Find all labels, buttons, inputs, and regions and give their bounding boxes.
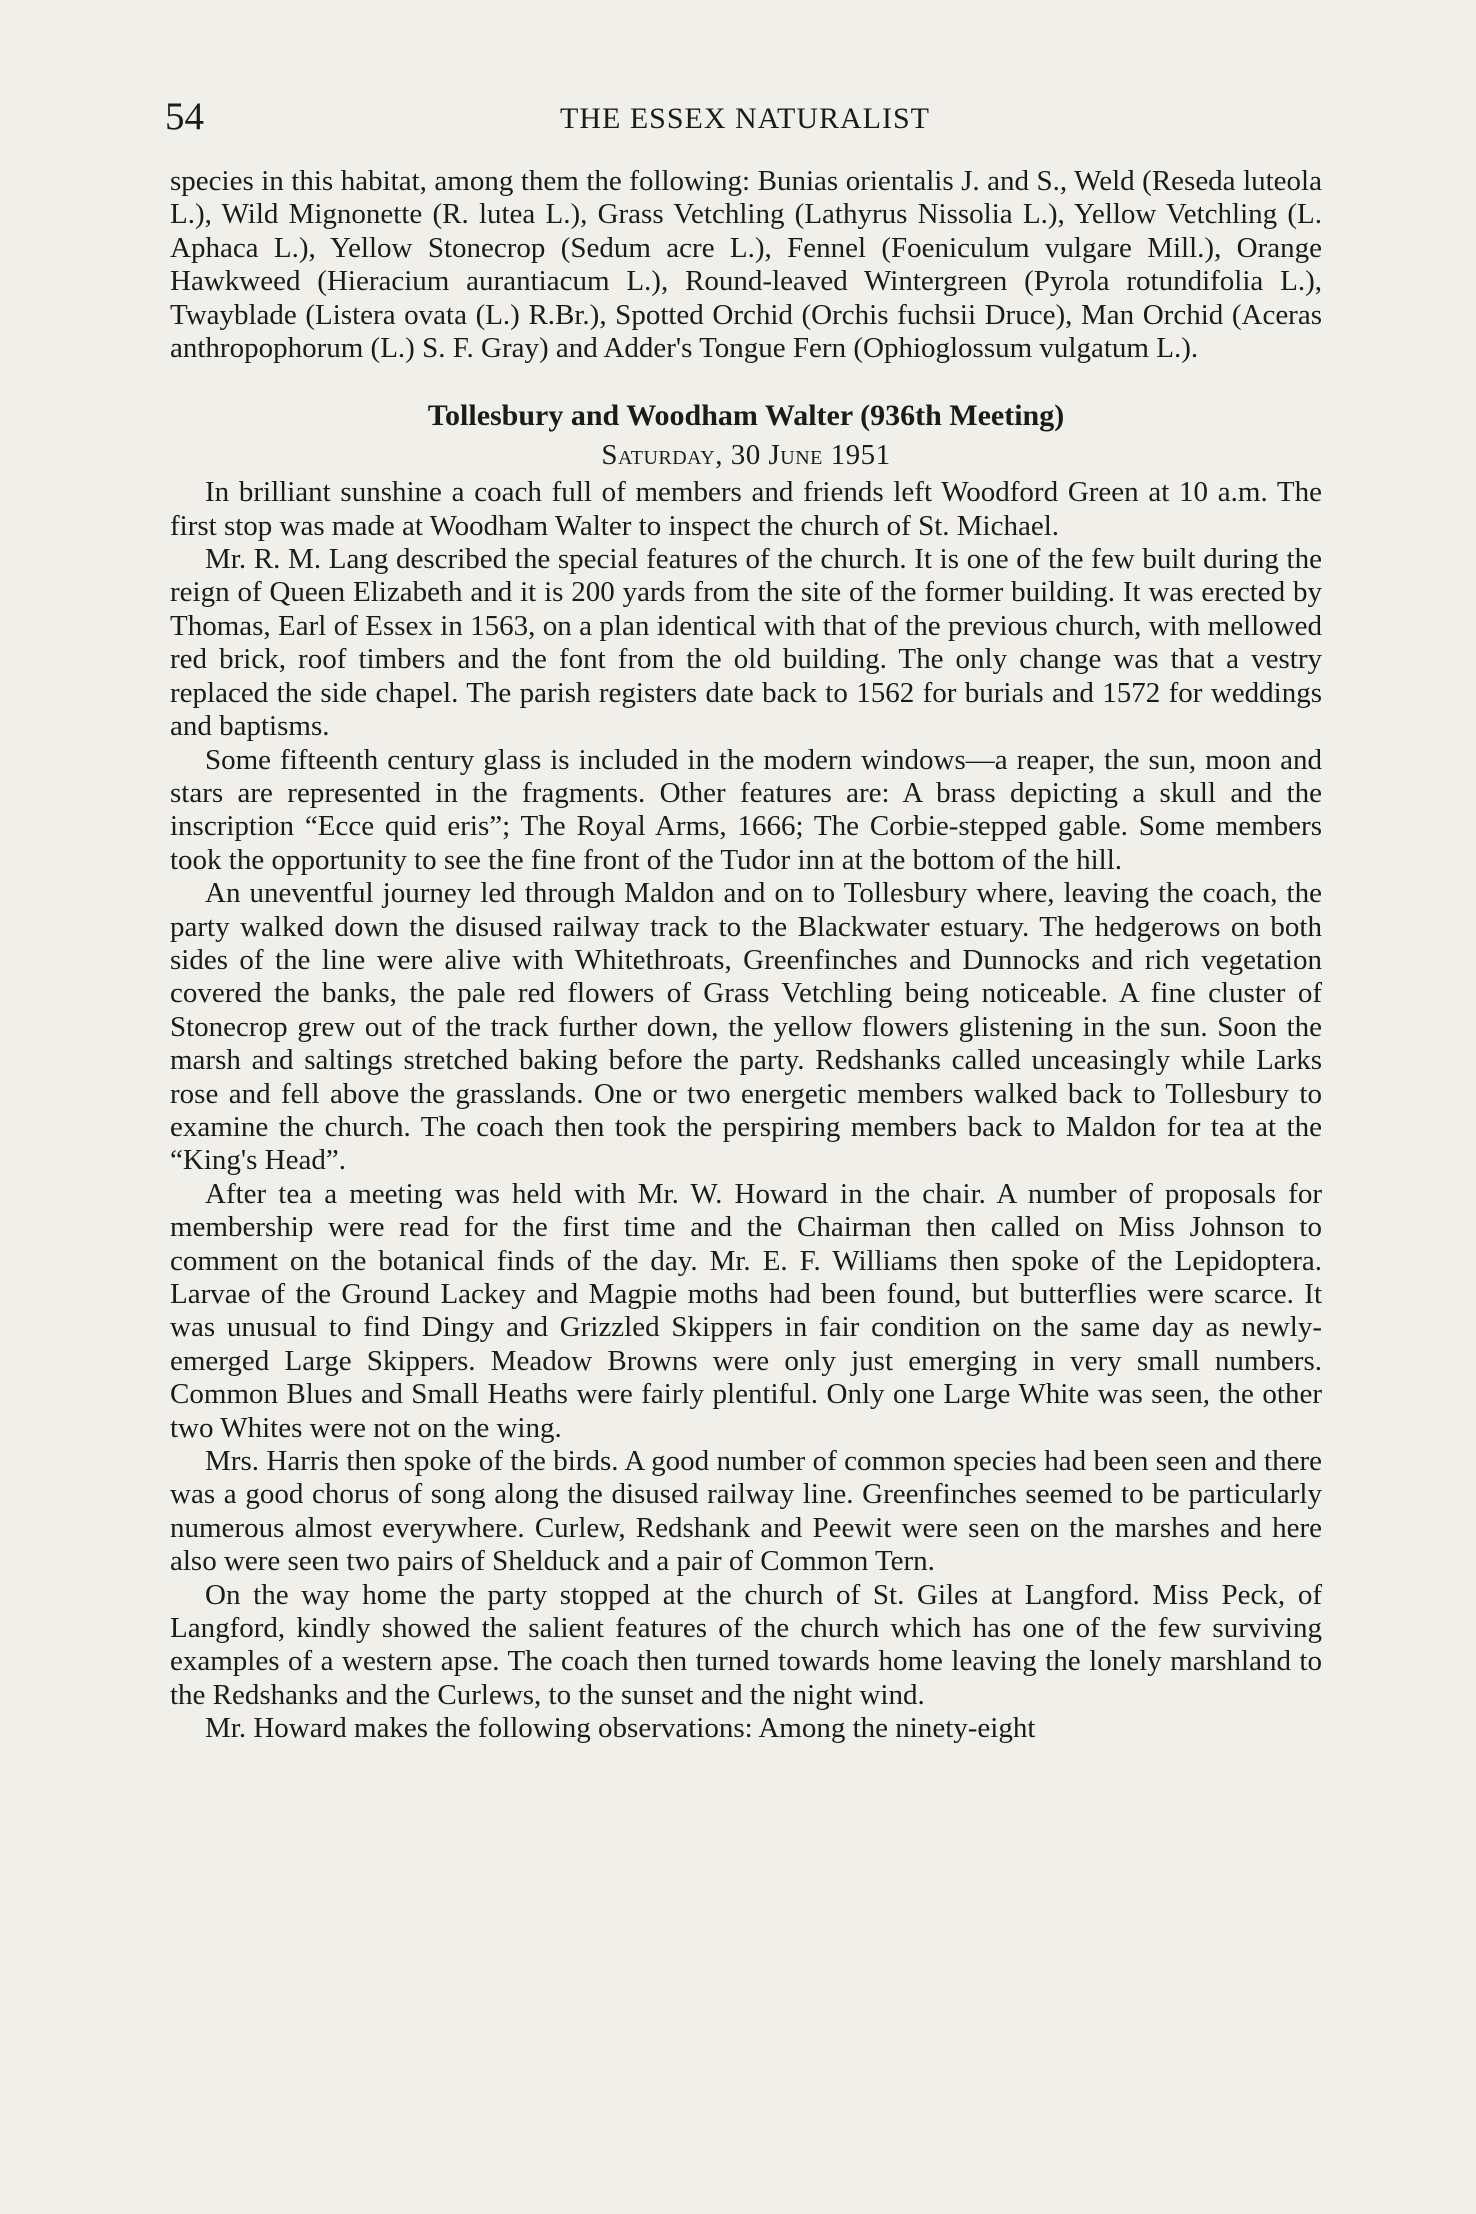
text-column	[170, 165, 1322, 1746]
section-title: Tollesbury and Woodham Walter (936th Meeting)	[427, 399, 1065, 433]
body-paragraph: An uneventful journey led through Maldon and on to Tollesbury where, leaving the coach, the party walked down the disused railway track to the Blackwater estuary. The hedgerows on both sides of the line were alive with Whitethroats, Greenfinches and Dunnocks and rich vegetation covered the banks, the pale red flowers of Grass Vetchling being noticeable. A fine cluster of Stonecrop grew out of the track further down, the yellow flowers glistening in the sun. Soon the marsh and saltings stretched baking before the party. Redshanks called unceasingly while Larks rose and fell above the grasslands. One or two energetic members walked back to Tollesbury to examine the church. The coach then took the perspiring members back to Maldon for tea at the “King's Head”.	[170, 877, 1322, 1177]
intro-paragraph: species in this habitat, among them the following: Bunias orientalis J. and S., Weld (Reseda luteola L.), Wild Mignonette (R. lutea L.), Grass Vetchling (Lathyrus Nissolia L.), Yellow Vetchling (L. Aphaca L.), Yellow Stonecrop (Sedum acre L.), Fennel (Foeniculum vulgare Mill.), Orange Hawkweed (Hieracium aurantiacum L.), Round-leaved Wintergreen (Pyrola rotundifolia L.), Twayblade (Listera ovata (L.) R.Br.), Spotted Orchid (Orchis fuchsii Druce), Man Orchid (Aceras anthropophorum (L.) S. F. Gray) and Adder's Tongue Fern (Ophioglossum vulgatum L.).	[170, 165, 1322, 365]
journal-title: THE ESSEX NATURALIST	[560, 102, 930, 135]
running-head	[165, 94, 1325, 144]
body-paragraph: After tea a meeting was held with Mr. W. Howard in the chair. A number of proposals for membership were read for the first time and the Chairman then called on Miss Johnson to comment on the botanical finds of the day. Mr. E. F. Williams then spoke of the Lepidoptera. Larvae of the Ground Lackey and Magpie moths had been found, but butterflies were scarce. It was unusual to find Dingy and Grizzled Skippers in fair condition on the same day as newly-emerged Large Skippers. Meadow Browns were only just emerging in very small numbers. Common Blues and Small Heaths were fairly plentiful. Only one Large White was seen, the other two Whites were not on the wing.	[170, 1177, 1322, 1444]
body-paragraph: Mr. Howard makes the following observations: Among the ninety-eight	[205, 1712, 1036, 1745]
page-number: 54	[165, 95, 204, 138]
body-paragraph: On the way home the party stopped at the church of St. Giles at Langford. Miss Peck, of Langford, kindly showed the salient features of the church which has one of the few surviving examples of a western apse. The coach then turned towards home leaving the lonely marshland to the Redshanks and the Curlews, to the sunset and the night wind.	[170, 1578, 1322, 1711]
section-date: Saturday, 30 June 1951	[601, 438, 891, 471]
body-paragraph: Some fifteenth century glass is included in the modern windows—a reaper, the sun, moon and stars are represented in the fragments. Other features are: A brass depicting a skull and the inscription “Ecce quid eris”; The Royal Arms, 1666; The Corbie-stepped gable. Some members took the opportunity to see the fine front of the Tudor inn at the bottom of the hill.	[170, 743, 1322, 876]
body-paragraph: Mr. R. M. Lang described the special features of the church. It is one of the few built during the reign of Queen Elizabeth and it is 200 yards from the site of the former building. It was erected by Thomas, Earl of Essex in 1563, on a plan identical with that of the previous church, with mellowed red brick, roof timbers and the font from the old building. The only change was that a vestry replaced the side chapel. The parish registers date back to 1562 for burials and 1572 for weddings and baptisms.	[170, 543, 1322, 743]
body-paragraph: In brilliant sunshine a coach full of members and friends left Woodford Green at 10 a.m. The first stop was made at Woodham Walter to inspect the church of St. Michael.	[170, 476, 1322, 542]
body-paragraph: Mrs. Harris then spoke of the birds. A good number of common species had been seen and there was a good chorus of song along the disused railway line. Greenfinches seemed to be particularly numerous almost everywhere. Curlew, Redshank and Peewit were seen on the marshes and here also were seen two pairs of Shelduck and a pair of Common Tern.	[170, 1445, 1322, 1578]
